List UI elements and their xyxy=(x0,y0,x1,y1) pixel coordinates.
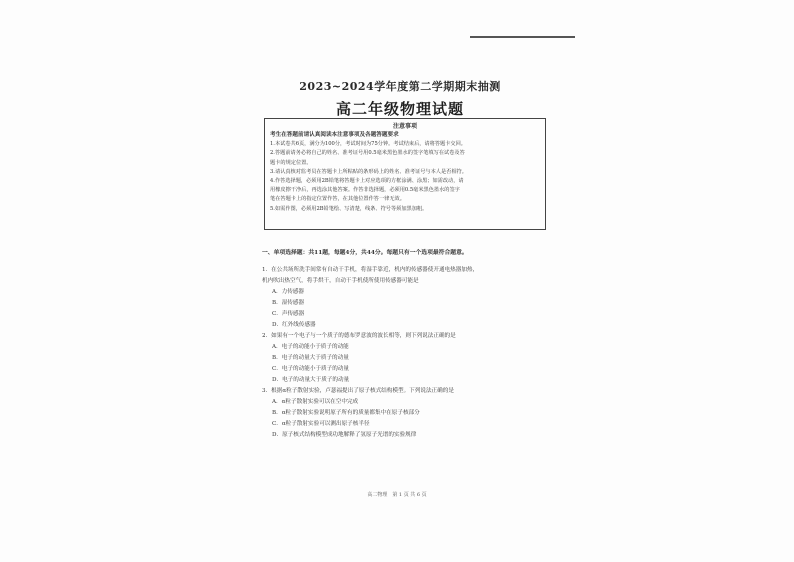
question-stem: 1．在公共场所洗手间常有自动干手机，将湿手靠近，机内的传感器使开通电热器加热， xyxy=(262,266,479,273)
question-stem: 2．如果有一个电子与一个质子的德布罗意波的波长相等，则下列说法正确的是 xyxy=(262,332,456,339)
notice-item: 5.如需作图，必须用2B铅笔绘、写清楚，线条、符号等须加黑加粗。 xyxy=(270,205,428,212)
question-option: B．α粒子散射实验说明原子所有的质量都集中在原子核部分 xyxy=(272,409,420,416)
notice-item: 笔在答题卡上的指定位置作答，在其他位置作答一律无效。 xyxy=(270,196,405,203)
top-rule xyxy=(470,36,575,38)
question-option: D．红外线传感器 xyxy=(272,321,316,328)
notice-title: 注意事项 xyxy=(392,123,417,130)
question-3 xyxy=(262,386,562,441)
exam-subject-title: 高二年级物理试题 xyxy=(335,100,464,118)
notice-item: 2.答题前请务必将自己的姓名、准考证号用0.5毫米黑色墨水的签字笔填写在试卷及答 xyxy=(270,150,465,157)
question-option: A．α粒子散射实验可以在空中完成 xyxy=(272,398,359,405)
question-option: B．电子的动量大于质子的动量 xyxy=(272,354,349,361)
question-1 xyxy=(262,265,562,331)
question-option: B．湿传感器 xyxy=(272,299,305,306)
question-stem: 3．根据α粒子散射实验，卢瑟福提出了原子核式结构模型。下列说法正确的是 xyxy=(262,387,454,394)
notice-subtitle: 考生在答题前请认真阅读本注意事项及各题答题要求 xyxy=(270,132,399,138)
exam-term-title: 2023~2024学年度第二学期期末抽测 xyxy=(299,80,501,93)
question-stem: 机内吹出热空气，将手烘干，自动干手机使所使用传感器可能是 xyxy=(262,277,419,284)
notice-item: 题卡的规定位置。 xyxy=(270,159,312,166)
question-option: C．α粒子散射实验可以测出原子核半径 xyxy=(272,420,370,427)
question-option: C．电子的动能小于质子的动量 xyxy=(272,365,349,372)
question-option: A．力传感器 xyxy=(272,288,305,295)
question-option: A．电子的动能小于质子的动能 xyxy=(272,343,349,350)
section-heading: 一、单项选择题：共11题，每题4分，共44分。每题只有一个选项最符合题意。 xyxy=(262,249,468,256)
notice-box xyxy=(264,118,546,230)
question-2 xyxy=(262,331,562,386)
question-list xyxy=(262,242,562,441)
notice-item: 4.作答选择题，必须用2B铅笔将答题卡上对应选项的方框涂满、涂黑；如需改动，请 xyxy=(270,178,464,185)
notice-item: 1.本试卷共6页，满分为100分，考试时间为75分钟。考试结束后，请将答题卡交回。 xyxy=(270,141,466,148)
notice-item: 3.请认真核对监考员在答题卡上所粘贴的条形码上的姓名、准考证号与本人是否相符。 xyxy=(270,168,467,175)
exam-header xyxy=(220,78,580,119)
page-footer: 高二物理 第 1 页 共 6 页 xyxy=(367,492,427,498)
notice-item: 用橡皮擦干净后，再选涂其他答案。作答非选择题，必须用0.5毫米黑色墨水的签字 xyxy=(270,187,460,194)
question-option: D．原子核式结构模型成功地解释了氢原子光谱的实验规律 xyxy=(272,431,417,438)
question-option: C．声传感器 xyxy=(272,310,305,317)
question-option: D．电子的动量大于质子的动量 xyxy=(272,376,350,383)
